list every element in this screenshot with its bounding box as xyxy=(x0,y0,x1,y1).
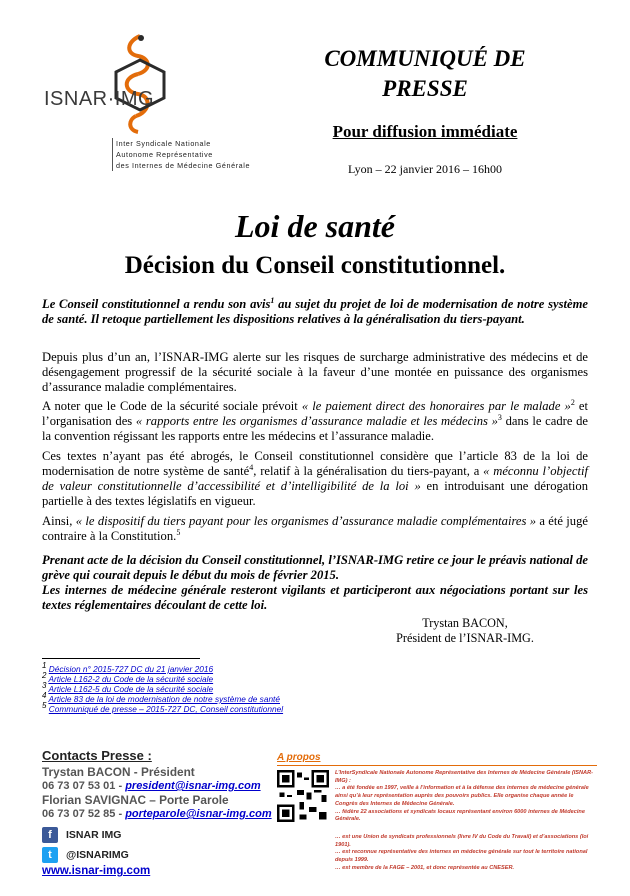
logo-name: ISNAR·IMG xyxy=(44,88,155,110)
contact-phone-email: 06 73 07 52 85 - porteparole@isnar-img.com xyxy=(42,808,272,820)
facebook-link[interactable]: f ISNAR IMG xyxy=(42,825,282,845)
logo-tagline-line: Inter Syndicale Nationale xyxy=(116,139,211,148)
contact-email-link[interactable]: porteparole@isnar-img.com xyxy=(125,808,272,820)
footnote-link[interactable]: Décision n° 2015-727 DC du 21 janvier 2016 xyxy=(48,664,214,674)
main-title: Loi de santé xyxy=(235,208,395,244)
diffusion-label: Pour diffusion immédiate xyxy=(332,122,518,141)
footnote-link[interactable]: Article 83 de la loi de modernisation de notre système de santé xyxy=(48,694,280,704)
about-item: … fédère 22 associations et syndicats locaux représentant environ 6000 internes de Médecine Générale. xyxy=(335,808,585,823)
twitter-link[interactable]: t @ISNARIMG xyxy=(42,845,282,865)
about-text xyxy=(335,770,597,824)
about-section xyxy=(277,752,597,871)
press-contacts xyxy=(42,748,282,877)
about-item: … a été fondée en 1997, veille à l’information et à la défense des internes de médecine générale ainsi qu’à leur représentation auprès des pouvoirs publics. Elle organise chaque année le Congrès des Internes de Médecine Générale. xyxy=(335,785,589,807)
isnar-img-logo xyxy=(40,32,270,182)
footnote: $^3$ Article L162-5 du Code de la sécurité sociale xyxy=(42,681,214,694)
paragraph-3: A noter que le Code de la sécurité sociale prévoit « le paiement direct des honoraires par le malade »$^2$ et l’organisation des « rapports entre les organismes d’assurance maladie et les médecins »$^3$ dans le cadre de la convention régissant les rapports entre les médecins et l’assurance maladie. xyxy=(42,397,589,443)
paragraph-conclusion: Prenant acte de la décision du Conseil constitutionnel, l’ISNAR-IMG retire ce jour le préavis national de grève qui courait depuis le début du mois de février 2015. Les internes de médecine générale resteront vigilants et participeront aux négociations portant sur les textes réglementaires découlant de cette loi. xyxy=(42,553,588,612)
footnote: $^1$ Décision n° 2015-727 DC du 21 janvier 2016 xyxy=(42,661,214,674)
logo-tagline xyxy=(112,138,250,171)
footnote: $^2$ Article L162-2 du Code de la sécurité sociale xyxy=(42,671,214,684)
contact-name: Trystan BACON - Président xyxy=(42,765,195,779)
contact-email-link[interactable]: president@isnar-img.com xyxy=(125,780,261,792)
contact-name: Florian SAVIGNAC – Porte Parole xyxy=(42,793,229,807)
signature-name: Trystan BACON, xyxy=(422,616,508,630)
footnote: $^5$ Communiqué de presse – 2015-727 DC, Conseil constitutionnel xyxy=(42,701,284,714)
about-text-continued xyxy=(335,834,597,873)
facebook-icon: f xyxy=(42,827,58,843)
signature xyxy=(330,616,600,646)
paragraph-2: Depuis plus d’un an, l’ISNAR-IMG alerte sur les risques de surcharge administrative des médecins et de désengagement progressif de la sécurité sociale à la faveur d’une montée en puissance des organismes d’assurance maladie complémentaires. xyxy=(42,350,588,394)
footnote-link[interactable]: Article L162-2 du Code de la sécurité sociale xyxy=(48,674,214,684)
footnote: $^4$ Article 83 de la loi de modernisation de notre système de santé xyxy=(42,691,280,704)
paragraph-lead: Le Conseil constitutionnel a rendu son avis$^1$ au sujet du projet de loi de modernisation de notre système de santé. Il retoque partiellement les dispositions relatives à la généralisation du tiers-payant. xyxy=(42,295,588,326)
footnote-link[interactable]: Article L162-5 du Code de la sécurité sociale xyxy=(48,684,214,694)
about-item: … est reconnue représentative des internes en médecine générale sur tout le territoire national depuis 1999. xyxy=(335,849,588,864)
logo-tagline-line: des Internes de Médecine Générale xyxy=(116,161,251,170)
logo-tagline-line: Autonome Représentative xyxy=(116,150,213,159)
caduceus-icon xyxy=(78,32,198,142)
footnote-link[interactable]: Communiqué de presse – 2015-727 DC, Conseil constitutionnel xyxy=(48,704,284,714)
signature-role: Président de l’ISNAR-IMG. xyxy=(396,631,534,645)
about-heading: A propos xyxy=(277,752,597,766)
footnotes xyxy=(42,661,342,714)
about-item: … est une Union de syndicats professionnels (livre IV du Code du Travail) et d’associations (loi 1901). xyxy=(335,834,589,848)
twitter-icon: t xyxy=(42,847,58,863)
qr-code-icon xyxy=(277,770,329,822)
date-line: Lyon – 22 janvier 2016 – 16h00 xyxy=(348,162,502,176)
footnote-divider xyxy=(42,658,200,659)
press-release-title: COMMUNIQUÉ DE PRESSE xyxy=(324,46,526,101)
about-intro: L’InterSyndicale Nationale Autonome Représentative des Internes de Médecine Générale (ISNAR-IMG) : xyxy=(335,770,594,784)
website-link[interactable]: www.isnar-img.com xyxy=(42,865,151,877)
about-item: … est membre de la FAGE – 2001, et donc représentée au CNESER. xyxy=(335,864,515,871)
contact-phone-email: 06 73 07 53 01 - president@isnar-img.com xyxy=(42,780,261,792)
paragraph-5: Ainsi, « le dispositif du tiers payant pour les organismes d’assurance maladie complémentaires » a été jugé contraire à la Constitution.$^5$ xyxy=(42,514,588,543)
subtitle: Décision du Conseil constitutionnel. xyxy=(124,252,506,279)
paragraph-4: Ces textes n’ayant pas été abrogés, le Conseil constitutionnel considère que l’article 83 de la loi de modernisation de notre système de santé$^4$, relatif à la généralisation du tiers-payant, a « méconnu l’objectif de valeur constitutionnelle d’accessibilité et d’intelligibilité de la loi » en introduisant une dérogation partielle à des textes législatifs en vigueur. xyxy=(42,449,588,508)
contacts-heading: Contacts Presse : xyxy=(42,748,152,763)
